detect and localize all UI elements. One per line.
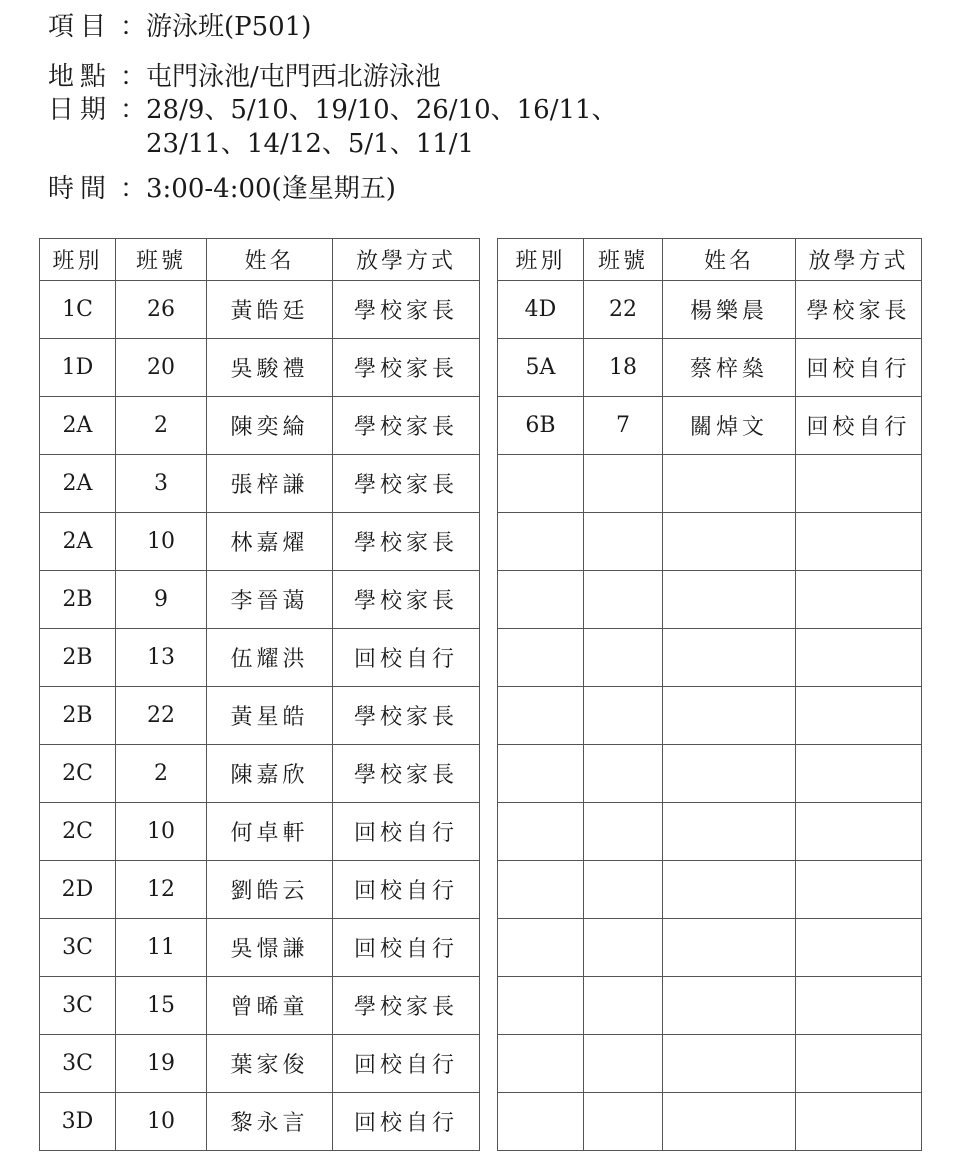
name-cell	[663, 803, 796, 861]
number-cell	[584, 455, 663, 513]
method-cell	[796, 513, 922, 571]
number-cell: 18	[584, 339, 663, 397]
class-cell: 2B	[40, 629, 116, 687]
method-cell: 回校自行	[333, 1093, 480, 1151]
method-cell	[796, 977, 922, 1035]
name-cell	[663, 629, 796, 687]
empty-table-row	[498, 861, 922, 919]
name-cell	[663, 687, 796, 745]
number-cell	[584, 571, 663, 629]
number-cell: 22	[584, 281, 663, 339]
name-cell: 林嘉燿	[207, 513, 333, 571]
method-cell	[796, 687, 922, 745]
number-cell: 7	[584, 397, 663, 455]
number-cell: 13	[116, 629, 207, 687]
empty-table-row	[498, 1093, 922, 1151]
dates-continuation-line	[146, 127, 474, 161]
number-cell: 15	[116, 977, 207, 1035]
number-cell: 2	[116, 397, 207, 455]
name-cell: 吳駿禮	[207, 339, 333, 397]
name-cell: 楊樂晨	[663, 281, 796, 339]
column-header-number: 班號	[116, 239, 207, 281]
dates-line	[48, 93, 618, 127]
name-cell	[663, 977, 796, 1035]
method-cell: 學校家長	[333, 455, 480, 513]
project-line	[48, 10, 311, 44]
colon: ：	[120, 95, 147, 125]
number-cell	[584, 629, 663, 687]
time-line	[48, 172, 396, 206]
class-cell: 2A	[40, 513, 116, 571]
class-cell: 3D	[40, 1093, 116, 1151]
name-cell	[663, 571, 796, 629]
table-header-row	[40, 239, 480, 281]
class-cell	[498, 1093, 584, 1151]
table-row	[498, 397, 922, 455]
dates-label: 日期	[48, 95, 113, 125]
method-cell: 學校家長	[333, 687, 480, 745]
method-cell	[796, 1093, 922, 1151]
student-table-left	[39, 238, 480, 1151]
name-cell: 李晉蔼	[207, 571, 333, 629]
table-row	[498, 281, 922, 339]
name-cell	[663, 1035, 796, 1093]
table-row	[40, 281, 480, 339]
number-cell	[584, 745, 663, 803]
class-cell: 1C	[40, 281, 116, 339]
table-header-row	[498, 239, 922, 281]
name-cell: 陳奕綸	[207, 397, 333, 455]
method-cell: 學校家長	[333, 977, 480, 1035]
number-cell: 12	[116, 861, 207, 919]
method-cell	[796, 629, 922, 687]
class-cell: 4D	[498, 281, 584, 339]
dates-value-line1: 28/9、5/10、19/10、26/10、16/11、	[146, 95, 618, 125]
method-cell: 回校自行	[796, 339, 922, 397]
class-cell: 6B	[498, 397, 584, 455]
name-cell: 蔡梓燊	[663, 339, 796, 397]
number-cell: 3	[116, 455, 207, 513]
number-cell	[584, 919, 663, 977]
number-cell: 10	[116, 803, 207, 861]
method-cell: 回校自行	[333, 629, 480, 687]
table-row	[40, 339, 480, 397]
method-cell	[796, 1035, 922, 1093]
number-cell: 19	[116, 1035, 207, 1093]
column-header-method: 放學方式	[333, 239, 480, 281]
class-cell	[498, 571, 584, 629]
table-row	[498, 339, 922, 397]
method-cell: 回校自行	[796, 397, 922, 455]
class-cell: 2A	[40, 397, 116, 455]
column-header-class: 班別	[40, 239, 116, 281]
number-cell	[584, 861, 663, 919]
number-cell: 20	[116, 339, 207, 397]
number-cell	[584, 803, 663, 861]
number-cell: 11	[116, 919, 207, 977]
venue-label: 地點	[48, 62, 113, 92]
method-cell: 學校家長	[333, 397, 480, 455]
class-cell: 2A	[40, 455, 116, 513]
table-row	[40, 1093, 480, 1151]
method-cell	[796, 861, 922, 919]
empty-table-row	[498, 513, 922, 571]
name-cell: 陳嘉欣	[207, 745, 333, 803]
class-cell: 3C	[40, 977, 116, 1035]
class-cell	[498, 919, 584, 977]
name-cell	[663, 861, 796, 919]
class-cell	[498, 687, 584, 745]
name-cell: 黎永言	[207, 1093, 333, 1151]
class-cell: 1D	[40, 339, 116, 397]
method-cell: 回校自行	[333, 1035, 480, 1093]
method-cell	[796, 745, 922, 803]
dates-value-line2: 23/11、14/12、5/1、11/1	[146, 129, 475, 159]
class-cell	[498, 745, 584, 803]
name-cell	[663, 1093, 796, 1151]
name-cell: 吳憬謙	[207, 919, 333, 977]
class-cell: 3C	[40, 1035, 116, 1093]
number-cell	[584, 687, 663, 745]
class-cell: 2C	[40, 803, 116, 861]
class-cell: 2B	[40, 687, 116, 745]
number-cell: 22	[116, 687, 207, 745]
method-cell: 學校家長	[333, 339, 480, 397]
name-cell	[663, 455, 796, 513]
column-header-name: 姓名	[207, 239, 333, 281]
number-cell	[584, 513, 663, 571]
empty-table-row	[498, 977, 922, 1035]
name-cell	[663, 919, 796, 977]
class-cell	[498, 1035, 584, 1093]
number-cell: 10	[116, 1093, 207, 1151]
colon: ：	[120, 62, 147, 92]
class-cell	[498, 977, 584, 1035]
number-cell	[584, 1093, 663, 1151]
empty-table-row	[498, 571, 922, 629]
table-row	[40, 687, 480, 745]
table-row	[40, 397, 480, 455]
class-cell: 3C	[40, 919, 116, 977]
class-cell	[498, 861, 584, 919]
venue-value: 屯門泳池/屯門西北游泳池	[146, 62, 441, 92]
class-cell: 2D	[40, 861, 116, 919]
method-cell: 學校家長	[333, 281, 480, 339]
name-cell: 曾晞童	[207, 977, 333, 1035]
venue-line	[48, 60, 441, 94]
number-cell: 9	[116, 571, 207, 629]
method-cell: 學校家長	[796, 281, 922, 339]
method-cell	[796, 919, 922, 977]
table-row	[40, 803, 480, 861]
number-cell: 26	[116, 281, 207, 339]
empty-table-row	[498, 629, 922, 687]
number-cell: 2	[116, 745, 207, 803]
method-cell: 回校自行	[333, 803, 480, 861]
class-cell: 2B	[40, 571, 116, 629]
time-label: 時間	[48, 174, 113, 204]
table-row	[40, 571, 480, 629]
method-cell: 學校家長	[333, 571, 480, 629]
class-cell	[498, 455, 584, 513]
empty-table-row	[498, 919, 922, 977]
number-cell	[584, 977, 663, 1035]
column-header-class: 班別	[498, 239, 584, 281]
empty-table-row	[498, 803, 922, 861]
column-header-number: 班號	[584, 239, 663, 281]
column-header-method: 放學方式	[796, 239, 922, 281]
table-row	[40, 1035, 480, 1093]
number-cell	[584, 1035, 663, 1093]
name-cell: 劉皓云	[207, 861, 333, 919]
table-row	[40, 745, 480, 803]
class-cell	[498, 803, 584, 861]
method-cell: 回校自行	[333, 861, 480, 919]
name-cell: 黃皓廷	[207, 281, 333, 339]
table-row	[40, 977, 480, 1035]
method-cell: 學校家長	[333, 513, 480, 571]
number-cell: 10	[116, 513, 207, 571]
class-cell: 5A	[498, 339, 584, 397]
colon: ：	[120, 174, 147, 204]
method-cell: 回校自行	[333, 919, 480, 977]
method-cell	[796, 455, 922, 513]
name-cell: 伍耀洪	[207, 629, 333, 687]
method-cell: 學校家長	[333, 745, 480, 803]
class-cell	[498, 629, 584, 687]
class-cell	[498, 513, 584, 571]
time-value: 3:00-4:00(逢星期五)	[146, 174, 396, 204]
empty-table-row	[498, 1035, 922, 1093]
project-value: 游泳班(P501)	[146, 12, 312, 42]
name-cell: 關焯文	[663, 397, 796, 455]
name-cell: 何卓軒	[207, 803, 333, 861]
table-row	[40, 455, 480, 513]
table-row	[40, 861, 480, 919]
project-label: 項目	[48, 12, 113, 42]
colon: ：	[120, 12, 147, 42]
table-row	[40, 919, 480, 977]
table-row	[40, 513, 480, 571]
method-cell	[796, 803, 922, 861]
column-header-name: 姓名	[663, 239, 796, 281]
name-cell: 葉家俊	[207, 1035, 333, 1093]
empty-table-row	[498, 745, 922, 803]
empty-table-row	[498, 687, 922, 745]
table-row	[40, 629, 480, 687]
empty-table-row	[498, 455, 922, 513]
name-cell	[663, 513, 796, 571]
class-cell: 2C	[40, 745, 116, 803]
name-cell: 張梓謙	[207, 455, 333, 513]
name-cell	[663, 745, 796, 803]
name-cell: 黃星皓	[207, 687, 333, 745]
method-cell	[796, 571, 922, 629]
student-table-right	[497, 238, 922, 1151]
